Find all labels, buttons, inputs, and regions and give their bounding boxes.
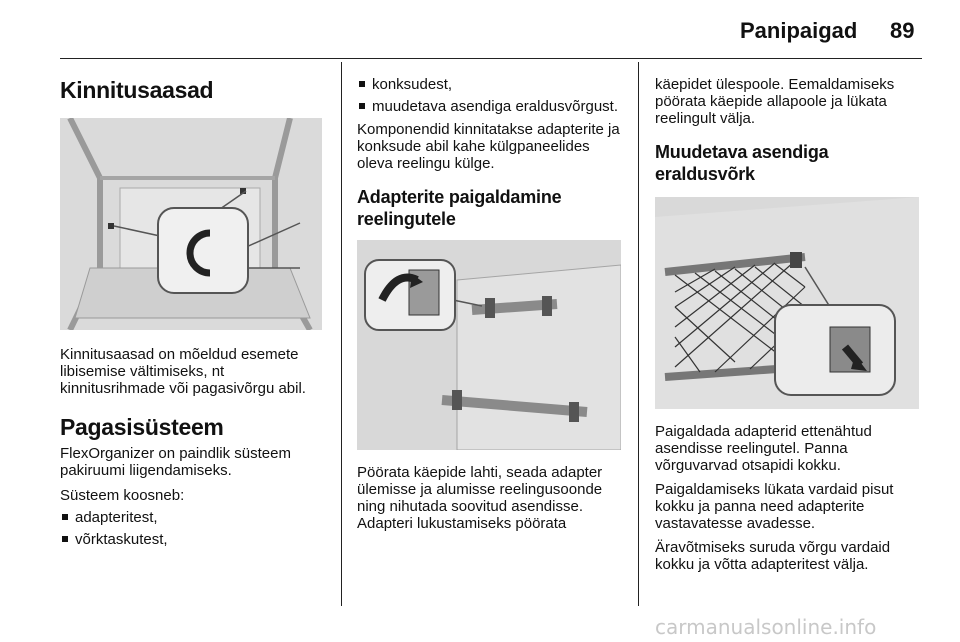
adapter-rail-illustration	[357, 240, 621, 450]
list-item: võrktaskutest,	[60, 531, 332, 548]
bullet-list-1	[60, 509, 332, 548]
column-3	[655, 70, 921, 573]
heading-kinnitusaasad: Kinnitusaasad	[60, 77, 214, 103]
paragraph-components-attached: Komponendid kinnitatakse adapterite ja konksude abil kahe külgpaneelides oleva reelingu külge.	[357, 121, 620, 172]
column-1	[60, 70, 332, 548]
heading-adapter-install: Adapterite paigaldamine reelingutele	[357, 187, 562, 229]
column-divider-2	[638, 62, 639, 606]
heading-pagasisusteem: Pagasisüsteem	[60, 414, 224, 440]
paragraph-adapter-steps: Pöörata käepide lahti, seada adapter ülemisse ja alumisse reelingusoonde ning nihutada soovitud asendisse. Adapteri lukustamiseks pöörata	[357, 464, 603, 532]
heading-divider-net: Muudetava asendiga eraldusvõrk	[655, 142, 829, 184]
header-divider	[60, 58, 922, 59]
paragraph-system-consists: Süsteem koosneb:	[60, 487, 185, 504]
watermark-url: carmanualsonline.info	[655, 615, 877, 639]
figure-divider-net	[655, 197, 919, 409]
paragraph-removal: Äravõtmiseks suruda võrgu vardaid kokku ja võtta adapteritest välja.	[655, 539, 891, 573]
column-divider-1	[341, 62, 342, 606]
list-item: konksudest,	[357, 76, 623, 93]
list-item: muudetava asendiga eraldusvõrgust.	[357, 98, 623, 115]
divider-net-illustration	[655, 197, 919, 409]
paragraph-anchor-purpose: Kinnitusaasad on mõeldud esemete libisemise vältimiseks, nt kinnitusrihmade või pagasivõrgu abil.	[60, 346, 306, 397]
page-number: 89	[890, 18, 915, 43]
figure-cargo-anchor-points	[60, 118, 322, 330]
paragraph-flexorganizer: FlexOrganizer on paindlik süsteem pakiruumi liigendamiseks.	[60, 445, 291, 479]
figure-adapter-rail	[357, 240, 621, 450]
bullet-list-2	[357, 76, 623, 115]
paragraph-handle-up: käepidet ülespoole. Eemaldamiseks pöörata käepide allapoole ja lükata reelingult välja.	[655, 76, 895, 127]
paragraph-install-adapters: Paigaldada adapterid ettenähtud asendisse reelingutel. Panna võrguvarvad otsapidi kokku.	[655, 423, 872, 474]
column-2	[357, 70, 623, 532]
list-item: adapteritest,	[60, 509, 332, 526]
page-title: Panipaigad	[740, 18, 858, 43]
page-header	[0, 0, 960, 62]
paragraph-push-rods: Paigaldamiseks lükata vardaid pisut kokku ja panna need adapterite vastavatesse avadesse.	[655, 481, 894, 532]
cargo-anchor-illustration	[60, 118, 322, 330]
